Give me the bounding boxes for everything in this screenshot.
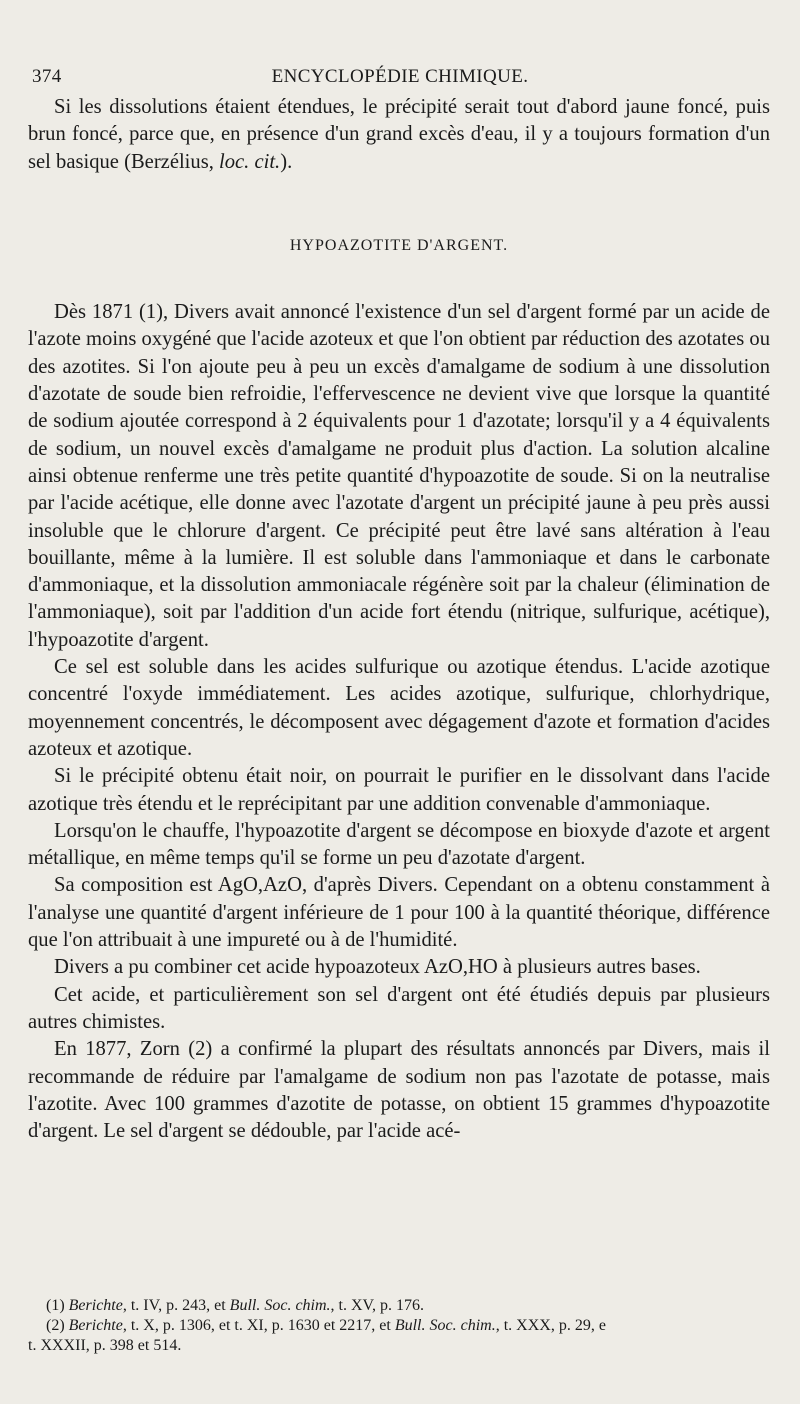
paragraph-4: Lorsqu'on le chauffe, l'hypoazotite d'argent se décompose en bioxyde d'azote et argent métallique, en même temps qu'il se forme un peu d'azotate d'argent. xyxy=(28,819,770,870)
section-title: HYPOAZOTITE D'ARGENT. xyxy=(289,236,509,254)
page-header xyxy=(32,66,768,92)
page-number: 374 xyxy=(32,66,62,87)
paragraph-1: Dès 1871 (1), Divers avait annoncé l'existence d'un sel d'argent formé par un acide de l'azote moins oxygéné que l'acide azoteux et que l'on obtient par réduction des azotates ou des azotites. Si l'on ajoute peu à peu un excès d'amalgame de sodium à une dissolution d'azotate de soude bien refroidie, l'effervescence ne devient vive que lorsque la quantité de sodium ajoutée correspond à 2 équivalents pour 1 d'azotate; lorsqu'il y a 4 équivalents de sodium, un nouvel excès d'amalgame ne produit plus d'action. La solution alcaline ainsi obtenue renferme une très petite quantité d'hypoazotite de soude. Si on la neutralise par l'acide acétique, elle donne avec l'azotate d'argent un précipité jaune à peu près aussi insoluble que le chlorure d'argent. Ce précipité peut être lavé sans altération à l'eau bouillante, même à la lumière. Il est soluble dans l'ammoniaque et dans le carbonate d'ammoniaque, et la dissolution ammoniacale régénère soit par la chaleur (élimination de l'ammoniaque), soit par l'addition d'un acide fort étendu (nitrique, sulfurique, acétique), l'hypoazotite d'argent. xyxy=(28,301,770,651)
paragraph-3: Si le précipité obtenu était noir, on pourrait le purifier en le dissolvant dans l'acide azotique très étendu et le reprécipitant par une addition convenable d'ammoniaque. xyxy=(28,765,770,815)
paragraph-2: Ce sel est soluble dans les acides sulfurique ou azotique étendus. L'acide azotique concentré l'oxyde immédiatement. Les acides azotique, sulfurique, chlorhydrique, moyennement concentrés, le décomposent avec dégagement d'azote et formation d'acides azoteux et azotique. xyxy=(28,656,770,760)
paragraph-6: Divers a pu combiner cet acide hypoazoteux AzO,HO à plusieurs autres bases. xyxy=(54,956,701,979)
paragraph-0: Si les dissolutions étaient étendues, le précipité serait tout d'abord jaune foncé, puis brun foncé, parce que, en présence d'un grand excès d'eau, il y a toujours formation d'un sel basique (Berzélius, loc. cit.). xyxy=(28,96,770,173)
main-text xyxy=(28,94,770,1145)
footnote-2: (2) Berichte, t. X, p. 1306, et t. XI, p. 1630 et 2217, et Bull. Soc. chim., t. XXX, p. 29, e xyxy=(46,1317,606,1334)
paragraph-5: Sa composition est AgO,AzO, d'après Divers. Cependant on a obtenu constamment à l'analyse une quantité d'argent inférieure de 1 pour 100 à la quantité théorique, différence que l'on attribuait à une impureté ou à de l'humidité. xyxy=(28,874,770,952)
paragraph-8: En 1877, Zorn (2) a confirmé la plupart des résultats annoncés par Divers, mais il recommande de réduire par l'amalgame de sodium non pas l'azotate de potasse, mais l'azotite. Avec 100 grammes d'azotite de potasse, on obtient 15 grammes d'hypoazotite d'argent. Le sel d'argent se dédouble, par l'acide acé- xyxy=(28,1038,770,1143)
footnotes xyxy=(28,1296,770,1356)
paragraph-7: Cet acide, et particulièrement son sel d'argent ont été étudiés depuis par plusieurs autres chimistes. xyxy=(28,983,770,1033)
running-title: ENCYCLOPÉDIE CHIMIQUE. xyxy=(271,66,529,87)
footnote-2-continued: t. XXXII, p. 398 et 514. xyxy=(28,1337,182,1354)
footnote-1: (1) Berichte, t. IV, p. 243, et Bull. Soc. chim., t. XV, p. 176. xyxy=(46,1297,425,1314)
